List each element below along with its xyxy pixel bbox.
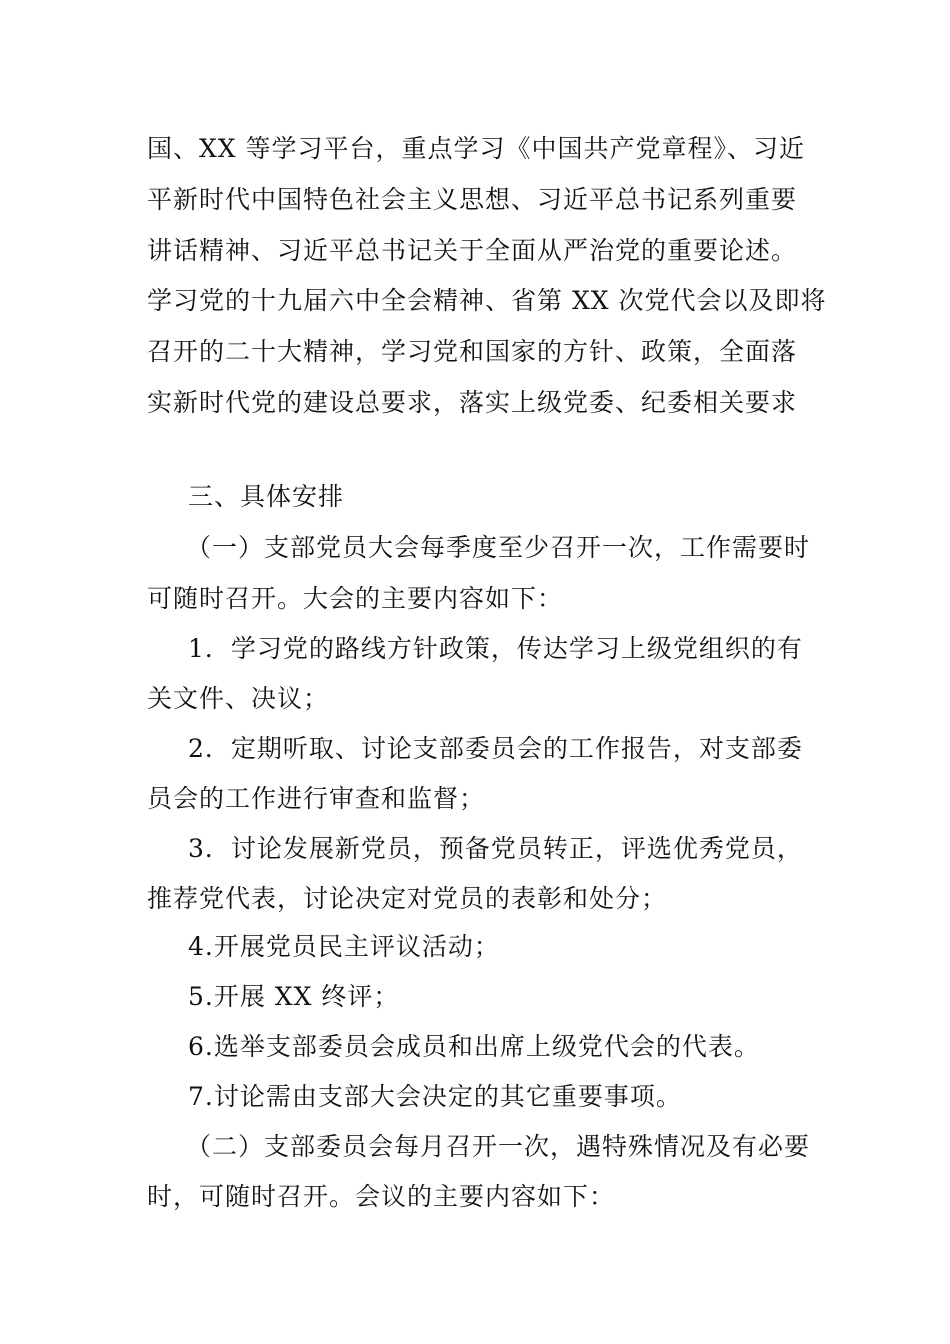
body-text-line: 学习党的十九届六中全会精神、省第 XX 次党代会以及即将 — [147, 286, 827, 315]
list-item-line: 3．讨论发展新党员，预备党员转正，评选优秀党员， — [188, 834, 803, 863]
body-text-line: 讲话精神、习近平总书记关于全面从严治党的重要论述。 — [147, 236, 798, 265]
section-heading: 三、具体安排 — [188, 482, 345, 511]
body-text-line: 实新时代党的建设总要求，落实上级党委、纪委相关要求 — [147, 388, 798, 417]
list-item-line: 6.选举支部委员会成员和出席上级党代会的代表。 — [188, 1032, 760, 1061]
part1-text-line: 可随时召开。大会的主要内容如下： — [147, 584, 564, 613]
list-item-line: 关文件、决议； — [147, 684, 330, 713]
list-item-line: 7.讨论需由支部大会决定的其它重要事项。 — [188, 1082, 682, 1111]
part1-text-line: （一）支部党员大会每季度至少召开一次，工作需要时 — [186, 533, 811, 562]
list-item-line: 4.开展党员民主评议活动； — [188, 932, 500, 961]
list-item-line: 1．学习党的路线方针政策，传达学习上级党组织的有 — [188, 634, 803, 663]
list-item-line: 2．定期听取、讨论支部委员会的工作报告，对支部委 — [188, 734, 803, 763]
part2-text-line: 时，可随时召开。会议的主要内容如下： — [147, 1182, 616, 1211]
body-text-line: 国、XX 等学习平台，重点学习《中国共产党章程》、习近 — [147, 134, 806, 163]
part2-text-line: （二）支部委员会每月召开一次，遇特殊情况及有必要 — [186, 1132, 811, 1161]
body-text-line: 召开的二十大精神，学习党和国家的方针、政策，全面落 — [147, 337, 798, 366]
list-item-line: 推荐党代表，讨论决定对党员的表彰和处分； — [147, 884, 668, 913]
body-text-line: 平新时代中国特色社会主义思想、习近平总书记系列重要 — [147, 185, 798, 214]
list-item-line: 5.开展 XX 终评； — [188, 982, 400, 1011]
list-item-line: 员会的工作进行审查和监督； — [147, 784, 486, 813]
